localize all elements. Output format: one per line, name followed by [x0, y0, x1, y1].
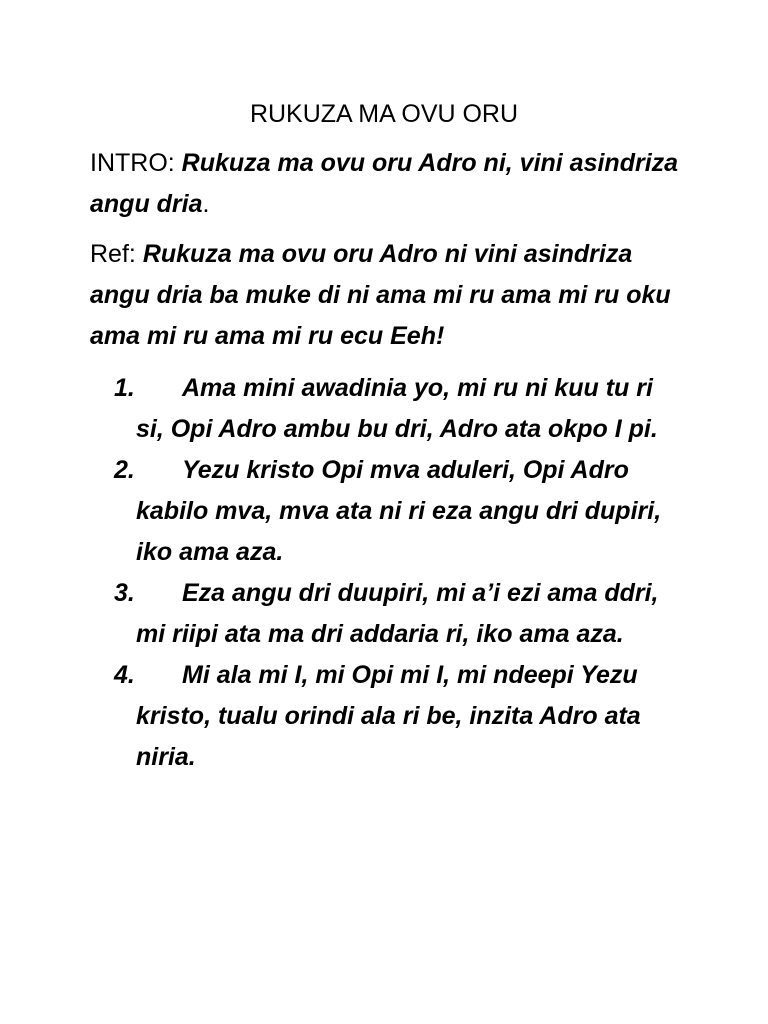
verse-number: 4.	[114, 661, 135, 689]
verse-number: 2.	[114, 456, 135, 484]
verse-number: 3.	[114, 579, 135, 607]
refrain-label: Ref:	[90, 240, 136, 268]
verse-item-4	[0, 655, 676, 778]
intro-text: Rukuza ma ovu oru Adro ni, vini asindriza angu dria	[90, 149, 679, 218]
verse-item-3	[0, 573, 676, 655]
verse-number: 1.	[114, 374, 135, 402]
verse-list	[0, 368, 768, 778]
verse-item-2	[0, 450, 676, 573]
refrain-text: Rukuza ma ovu oru Adro ni vini asindriza angu dria ba muke di ni ama mi ru ama mi ru oku ama mi ru ama mi ru ecu Eeh!	[90, 240, 671, 350]
verse-text: Mi ala mi I, mi Opi mi I, mi ndeepi Yezu kristo, tualu orindi ala ri be, inzita Adro ata niria.	[136, 661, 641, 771]
verse-text: Eza angu dri duupiri, mi a’i ezi ama ddri, mi riipi ata ma dri addaria ri, iko ama aza.	[136, 579, 659, 648]
verse-item-1	[0, 368, 676, 450]
verse-text: Yezu kristo Opi mva aduleri, Opi Adro kabilo mva, mva ata ni ri eza angu dri dupiri, iko ama aza.	[136, 456, 662, 566]
song-title: RUKUZA MA OVU ORU	[249, 100, 519, 128]
verse-text: Ama mini awadinia yo, mi ru ni kuu tu ri si, Opi Adro ambu bu dri, Adro ata okpo I pi.	[136, 374, 658, 443]
intro-end: .	[202, 190, 210, 218]
intro-label: INTRO:	[90, 149, 175, 177]
refrain-paragraph	[90, 234, 690, 357]
intro-paragraph	[90, 143, 690, 225]
